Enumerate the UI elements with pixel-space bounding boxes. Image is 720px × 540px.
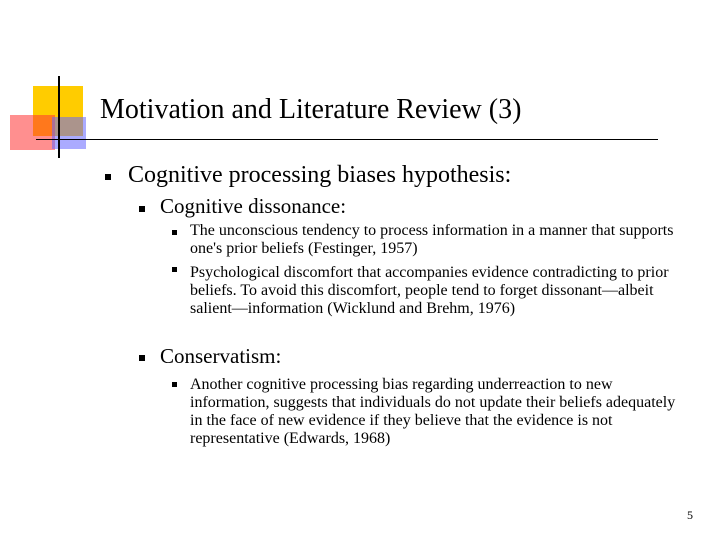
- logo-red-square: [10, 115, 55, 150]
- dissonance-point-2: Psychological discomfort that accompanies evidence contradicting to prior beliefs. To avoid this discomfort, people tend to forget dissonant—albeit salient—information (Wicklund and Brehm, 1976): [190, 264, 669, 317]
- logo-vertical-line: [58, 76, 60, 158]
- dissonance-heading: Cognitive dissonance:: [160, 194, 347, 218]
- title-underline: [36, 139, 658, 140]
- bullet-level1-text: Cognitive processing biases hypothesis:: [128, 162, 512, 188]
- bullet-icon: [139, 206, 145, 212]
- bullet-icon: [172, 267, 177, 272]
- page-number: 5: [687, 508, 693, 522]
- bullet-icon: [105, 174, 111, 180]
- conservatism-heading: Conservatism:: [160, 344, 282, 368]
- conservatism-point-1: Another cognitive processing bias regarding underreaction to new information, suggests that individuals do not update their beliefs adequately in the face of new evidence if they believe that the evidence is not representative (Edwards, 1968): [190, 376, 676, 447]
- slide-title: Motivation and Literature Review (3): [100, 94, 522, 125]
- bullet-icon: [139, 355, 145, 361]
- bullet-icon: [172, 230, 177, 235]
- dissonance-point-1: The unconscious tendency to process information in a manner that supports one's prior beliefs (Festinger, 1957): [190, 222, 674, 257]
- bullet-icon: [172, 382, 177, 387]
